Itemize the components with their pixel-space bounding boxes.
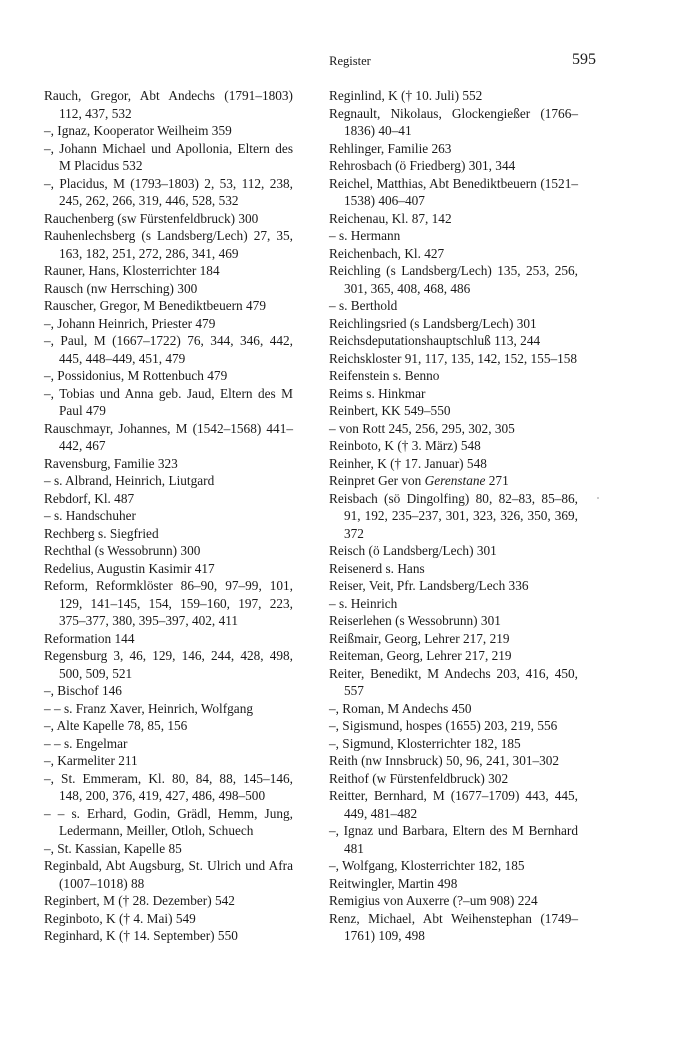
index-entry: –, Paul, M (1667–1722) 76, 344, 346, 442, 445, 448–449, 451, 479 bbox=[44, 333, 293, 366]
index-entry: –, Alte Kapelle 78, 85, 156 bbox=[44, 718, 188, 733]
index-entry: Reisenerd s. Hans bbox=[329, 560, 425, 576]
stray-mark bbox=[597, 497, 599, 499]
index-entry: –, Sigmund, Klosterrichter 182, 185 bbox=[329, 735, 521, 751]
index-entry: –, Placidus, M (1793–1803) 2, 53, 112, 238, 245, 262, 266, 319, 446, 528, 532 bbox=[44, 175, 293, 208]
index-entry: Rausch (nw Herrsching) 300 bbox=[44, 280, 198, 296]
index-entry: Reinher, K († 17. Januar) 548 bbox=[329, 455, 487, 471]
index-entry: – s. Berthold bbox=[329, 298, 398, 313]
page-header-title: Register bbox=[329, 54, 371, 68]
index-entry: –, Johann Michael und Apollonia, Eltern des M Placidus 532 bbox=[44, 140, 293, 173]
index-entry: Rauschmayr, Johannes, M (1542–1568) 441–442, 467 bbox=[44, 420, 293, 453]
index-entry: – s. Handschuher bbox=[44, 508, 136, 523]
index-column-left bbox=[44, 87, 293, 945]
index-entry: Reginhard, K († 14. September) 550 bbox=[44, 928, 238, 943]
index-entry: Reichling (s Landsberg/Lech) 135, 253, 256, 301, 365, 408, 468, 486 bbox=[329, 263, 578, 296]
index-entry: –, Bischof 146 bbox=[44, 683, 122, 698]
index-entry: –, Johann Heinrich, Priester 479 bbox=[44, 315, 216, 331]
index-column-right bbox=[329, 87, 578, 945]
index-entry: –, St. Kassian, Kapelle 85 bbox=[44, 840, 182, 856]
index-entry: – s. Heinrich bbox=[329, 595, 398, 611]
index-entry: Reinbert, KK 549–550 bbox=[329, 403, 451, 418]
index-entry: Reithof (w Fürstenfeldbruck) 302 bbox=[329, 770, 509, 786]
index-entry: Reform, Reformklöster 86–90, 97–99, 101, 129, 141–145, 154, 159–160, 197, 223, 375–377, 380, 395–397, 402, 411 bbox=[44, 578, 293, 628]
index-entry: Reichenbach, Kl. 427 bbox=[329, 245, 445, 261]
index-entry: –, St. Emmeram, Kl. 80, 84, 88, 145–146, 148, 200, 376, 419, 427, 486, 498–500 bbox=[44, 770, 293, 803]
index-entry: Regnault, Nikolaus, Glockengießer (1766–1836) 40–41 bbox=[329, 105, 578, 138]
index-entry: Reisch (ö Landsberg/Lech) 301 bbox=[329, 543, 497, 558]
index-entry: Reginbert, M († 28. Dezember) 542 bbox=[44, 893, 235, 908]
index-entry: Reißmair, Georg, Lehrer 217, 219 bbox=[329, 630, 510, 646]
index-entry: Rauhenlechsberg (s Landsberg/Lech) 27, 35, 163, 182, 251, 272, 286, 341, 469 bbox=[44, 228, 293, 261]
index-entry: – s. Albrand, Heinrich, Liutgard bbox=[44, 473, 215, 488]
index-entry: Rebdorf, Kl. 487 bbox=[44, 490, 135, 506]
index-entry: –, Karmeliter 211 bbox=[44, 753, 138, 768]
index-entry: –, Ignaz, Kooperator Weilheim 359 bbox=[44, 123, 232, 138]
index-entry: Rauner, Hans, Klosterrichter 184 bbox=[44, 263, 220, 278]
index-entry: Reiserlehen (s Wessobrunn) 301 bbox=[329, 613, 501, 628]
index-entry: Reifenstein s. Benno bbox=[329, 368, 440, 383]
index-entry: –, Roman, M Andechs 450 bbox=[329, 700, 472, 716]
index-entry: Renz, Michael, Abt Weihenstephan (1749–1761) 109, 498 bbox=[329, 910, 578, 943]
index-entry: Rauscher, Gregor, M Benediktbeuern 479 bbox=[44, 298, 266, 313]
index-entry: Remigius von Auxerre (?–um 908) 224 bbox=[329, 893, 538, 908]
index-entry: Reginboto, K († 4. Mai) 549 bbox=[44, 910, 196, 926]
index-entry: Reinpret Ger von Gerenstane 271 bbox=[329, 473, 509, 488]
index-entry: – – s. Erhard, Godin, Grädl, Hemm, Jung, Ledermann, Meiller, Otloh, Schuech bbox=[44, 805, 293, 838]
index-entry: – – s. Franz Xaver, Heinrich, Wolfgang bbox=[44, 700, 253, 716]
index-entry: – – s. Engelmar bbox=[44, 735, 128, 751]
running-head bbox=[0, 51, 700, 72]
index-entry: Reginlind, K († 10. Juli) 552 bbox=[329, 88, 483, 103]
index-entry: Rechberg s. Siegfried bbox=[44, 525, 159, 541]
index-entry: Rechthal (s Wessobrunn) 300 bbox=[44, 543, 201, 558]
index-entry: Reichskloster 91, 117, 135, 142, 152, 155–158 bbox=[329, 350, 578, 366]
index-entry: Redelius, Augustin Kasimir 417 bbox=[44, 560, 215, 576]
index-entry: – s. Hermann bbox=[329, 228, 401, 243]
index-entry: Rauchenberg (sw Fürstenfeldbruck) 300 bbox=[44, 210, 259, 226]
index-entry: Reichlingsried (s Landsberg/Lech) 301 bbox=[329, 315, 537, 331]
index-entry: Reichenau, Kl. 87, 142 bbox=[329, 210, 452, 226]
index-entry: Reiter, Benedikt, M Andechs 203, 416, 450, 557 bbox=[329, 665, 578, 698]
index-entry: Reginbald, Abt Augsburg, St. Ulrich und Afra (1007–1018) 88 bbox=[44, 858, 293, 891]
index-entry: –, Ignaz und Barbara, Eltern des M Bernhard 481 bbox=[329, 823, 578, 856]
index-entry: Regensburg 3, 46, 129, 146, 244, 428, 498, 500, 509, 521 bbox=[44, 648, 293, 681]
index-entry: Ravensburg, Familie 323 bbox=[44, 455, 178, 471]
index-entry: Reith (nw Innsbruck) 50, 96, 241, 301–302 bbox=[329, 753, 560, 768]
page-number: 595 bbox=[572, 51, 596, 68]
index-entry: Rehrosbach (ö Friedberg) 301, 344 bbox=[329, 158, 516, 173]
index-entry: Reichsdeputationshauptschluß 113, 244 bbox=[329, 333, 541, 348]
index-entry: Rehlinger, Familie 263 bbox=[329, 140, 452, 156]
index-entry: Reinboto, K († 3. März) 548 bbox=[329, 438, 481, 453]
index-entry: Reichel, Matthias, Abt Benediktbeuern (1521–1538) 406–407 bbox=[329, 175, 578, 208]
index-entry: –, Possidonius, M Rottenbuch 479 bbox=[44, 368, 228, 383]
index-entry: Reitwingler, Martin 498 bbox=[329, 875, 458, 891]
index-entry: Reitter, Bernhard, M (1677–1709) 443, 445, 449, 481–482 bbox=[329, 788, 578, 821]
index-entry: Reformation 144 bbox=[44, 630, 135, 646]
index-entry: –, Sigismund, hospes (1655) 203, 219, 556 bbox=[329, 718, 558, 733]
index-entry: – von Rott 245, 256, 295, 302, 305 bbox=[329, 420, 515, 436]
index-entry: –, Tobias und Anna geb. Jaud, Eltern des M Paul 479 bbox=[44, 385, 293, 418]
index-entry: –, Wolfgang, Klosterrichter 182, 185 bbox=[329, 858, 525, 873]
index-entry: Reiser, Veit, Pfr. Landsberg/Lech 336 bbox=[329, 578, 529, 593]
index-entry: Rauch, Gregor, Abt Andechs (1791–1803) 112, 437, 532 bbox=[44, 88, 293, 121]
index-entry: Reiteman, Georg, Lehrer 217, 219 bbox=[329, 648, 512, 663]
index-entry: Reisbach (sö Dingolfing) 80, 82–83, 85–86, 91, 192, 235–237, 301, 323, 326, 350, 369, 372 bbox=[329, 490, 578, 541]
index-entry: Reims s. Hinkmar bbox=[329, 385, 426, 401]
